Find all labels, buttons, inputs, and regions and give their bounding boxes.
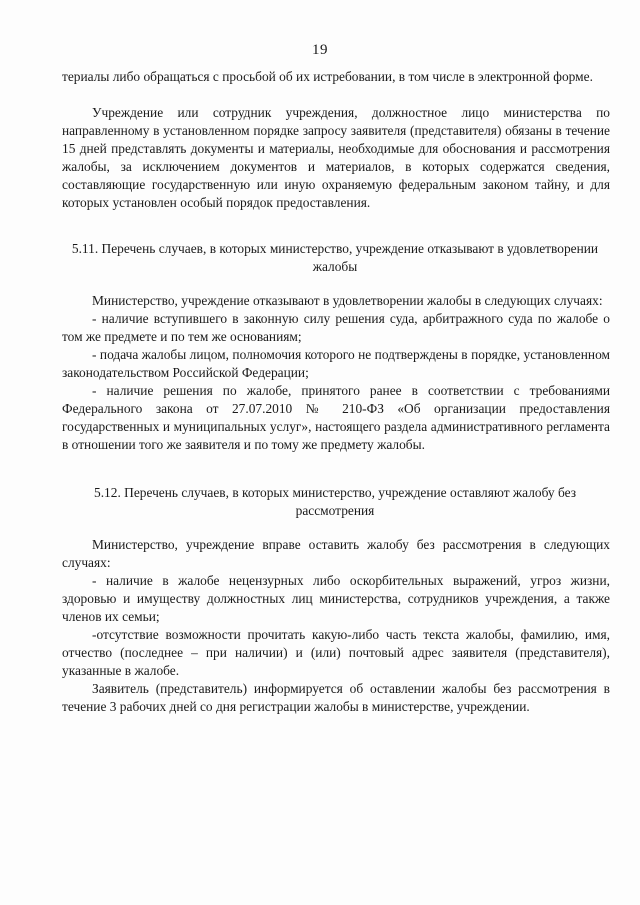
- intro-block: [62, 104, 610, 212]
- section-5-12-body: [62, 536, 610, 716]
- intro-continuation: [62, 68, 610, 86]
- section-5-11-item: - наличие вступившего в законную силу решения суда, арбитражного суда по жалобе о том же предмете и по тем же основаниям;: [62, 311, 610, 344]
- section-5-11-body: [62, 292, 610, 454]
- continuation-paragraph: териалы либо обращаться с просьбой об их истребовании, в том числе в электронной форме.: [62, 69, 593, 84]
- section-5-12-lead: Министерство, учреждение вправе оставить жалобу без рассмотрения в следующих случаях:: [62, 537, 610, 570]
- section-5-11-lead: Министерство, учреждение отказывают в удовлетворении жалобы в следующих случаях:: [92, 293, 603, 308]
- page-number: 19: [312, 42, 328, 58]
- section-5-12-closing: Заявитель (представитель) информируется об оставлении жалобы без рассмотрения в течение 3 рабочих дней со дня регистрации жалобы в министерстве, учреждении.: [62, 681, 610, 714]
- section-5-11-heading: 5.11. Перечень случаев, в которых министерство, учреждение отказывают в удовлетворении жалобы: [71, 241, 599, 274]
- intro-paragraph: Учреждение или сотрудник учреждения, должностное лицо министерства по направленному в установленном порядке запросу заявителя (представителя) обязаны в течение 15 дней представлять документы и материалы, необходимые для обоснования и рассмотрения жалобы, за исключением документов и материалов, в которых содержатся сведения, составляющие государственную или иную охраняемую федеральным законом тайну, и для которых установлен особый порядок предоставления.: [62, 105, 610, 210]
- section-5-12-item: - наличие в жалобе нецензурных либо оскорбительных выражений, угроз жизни, здоровью и имуществу должностных лиц министерства, сотрудников учреждения, а также членов их семьи;: [62, 573, 610, 624]
- section-5-12-heading: 5.12. Перечень случаев, в которых министерство, учреждение оставляют жалобу без рассмотрения: [94, 485, 576, 518]
- section-5-11-item: - подача жалобы лицом, полномочия которого не подтверждены в порядке, установленном законодательством Российской Федерации;: [62, 347, 610, 380]
- section-5-12-item: -отсутствие возможности прочитать какую-либо часть текста жалобы, фамилию, имя, отчество (последнее – при наличии) и (или) почтовый адрес заявителя (представителя), указанные в жалобе.: [62, 627, 610, 678]
- section-5-11-item: - наличие решения по жалобе, принятого ранее в соответствии с требованиями Федерального закона от 27.07.2010 № 210-ФЗ «Об организации предоставления государственных и муниципальных услуг», настоящего раздела административного регламента в отношении того же заявителя и по тому же предмету жалобы.: [62, 383, 610, 452]
